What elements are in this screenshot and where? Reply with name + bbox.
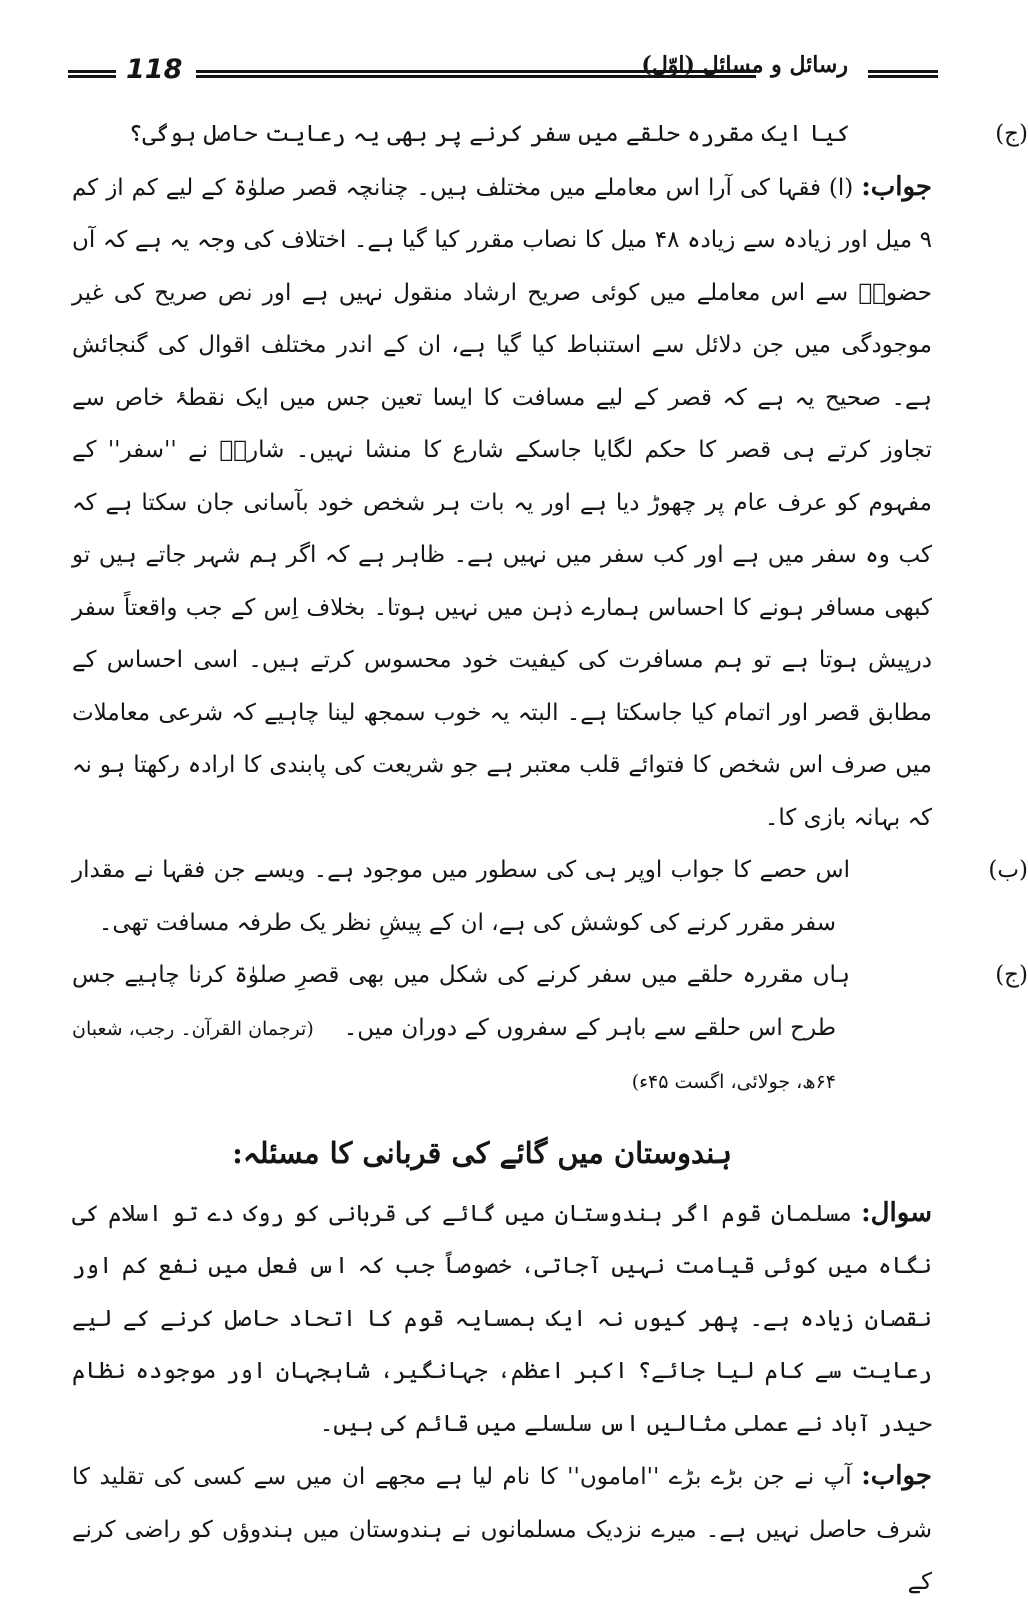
answer-label-2: جواب:	[861, 1461, 933, 1491]
page-number: 118	[126, 54, 183, 85]
answer-label: جواب:	[861, 171, 932, 202]
answer-a-paragraph	[72, 161, 932, 845]
question-c-text: کیا ایک مقررہ حلقے میں سفر کرنے پر بھی یہ رعایت حاصل ہوگی؟	[128, 121, 850, 147]
answer-c-paragraph	[72, 949, 1028, 1109]
section-heading: ہندوستان میں گائے کی قربانی کا مسئلہ:	[232, 1135, 732, 1170]
source-citation: (ترجمان القرآن۔ رجب، شعبان ۶۴ھ، جولائی، اگست ۴۵ء)	[72, 1017, 836, 1093]
question-c-marker: (ج)	[995, 121, 1028, 147]
question-c	[72, 108, 1028, 161]
answer-b-text: اس حصے کا جواب اوپر ہی کی سطور میں موجود ہے۔ ویسے جن فقہا نے مقدار سفر مقرر کرنے کی کوشش کی ہے، ان کے پیشِ نظر یک طرفہ مسافت تھی۔	[72, 857, 850, 936]
header-rule-right	[868, 70, 938, 78]
answer-c-marker: (ج)	[995, 962, 1028, 988]
question-label: سوال:	[861, 1197, 932, 1228]
answer-paragraph	[72, 1450, 932, 1609]
answer-c-text: ہاں مقررہ حلقے میں سفر کرنے کی شکل میں بھی قصرِ صلوٰۃ کرنا چاہیے جس طرح اس حلقے سے باہر کے سفروں کے دوران میں۔	[72, 962, 850, 1041]
header-rule-left	[68, 70, 116, 78]
question-text: مسلمان قوم اگر ہندوستان میں گائے کی قربانی کو روک دے تو اسلام کی نگاہ میں کوئی قیامت نہیں آجاتی، خصوصاً جب کہ اس فعل میں نفع کم اور نقصان زیادہ ہے۔ پھر کیوں نہ ایک ہمسایہ قوم کا اتحاد حاصل کرنے کے لیے رعایت سے کام لیا جائے؟ اکبر اعظم، جہانگیر، شاہجہان اور موجودہ نظام حیدر آباد نے عملی مثالیں اس سلسلے میں قائم کی ہیں۔	[72, 1200, 932, 1437]
page-body	[72, 108, 1028, 1609]
answer-text: آپ نے جن بڑے بڑے ''اماموں'' کا نام لیا ہے مجھے ان میں سے کسی کی تقلید کا شرف حاصل نہیں ہے۔ میرے نزدیک مسلمانوں نے ہندوستان میں ہندوؤں کو راضی کرنے کے	[72, 1464, 932, 1595]
question-paragraph	[72, 1187, 932, 1451]
answer-b-paragraph	[72, 844, 1028, 949]
running-header	[68, 50, 938, 94]
answer-b-marker: (ب)	[988, 857, 1028, 883]
book-title: رسائل و مسائل (اوّل)	[641, 52, 848, 78]
answer-a-text: (ا) فقہا کی آرا اس معاملے میں مختلف ہیں۔ چنانچہ قصر صلوٰۃ کے لیے کم از کم ۹ میل اور زیادہ سے زیادہ ۴۸ میل کا نصاب مقرر کیا گیا ہے۔ اختلاف کی وجہ یہ ہے کہ آں حضورؐ سے اس معاملے میں کوئی صریح ارشاد منقول نہیں ہے اور نص صریح کی غیر موجودگی میں جن دلائل سے استنباط کیا گیا ہے، ان کے اندر مختلف اقوال کی گنجائش ہے۔ صحیح یہ ہے کہ قصر کے لیے مسافت کا ایسا تعین جس میں ایک نقطۂ خاص سے تجاوز کرتے ہی قصر کا حکم لگایا جاسکے شارع کا منشا نہیں۔ شارعؑ نے ''سفر'' کے مفہوم کو عرف عام پر چھوڑ دیا ہے اور یہ بات ہر شخص خود بآسانی جان سکتا ہے کہ کب وہ سفر میں ہے اور کب سفر میں نہیں ہے۔ ظاہر ہے کہ اگر ہم شہر جاتے ہیں تو کبھی مسافر ہونے کا احساس ہمارے ذہن میں نہیں ہوتا۔ بخلاف اِس کے جب واقعتاً سفر درپیش ہوتا ہے تو ہم مسافرت کی کیفیت خود محسوس کرتے ہیں۔ اسی احساس کے مطابق قصر اور اتمام کیا جاسکتا ہے۔ البتہ یہ خوب سمجھ لینا چاہیے کہ شرعی معاملات میں صرف اس شخص کا فتوائے قلب معتبر ہے جو شریعت کی پابندی کا ارادہ رکھتا ہو نہ کہ بہانہ بازی کا۔	[72, 174, 932, 831]
